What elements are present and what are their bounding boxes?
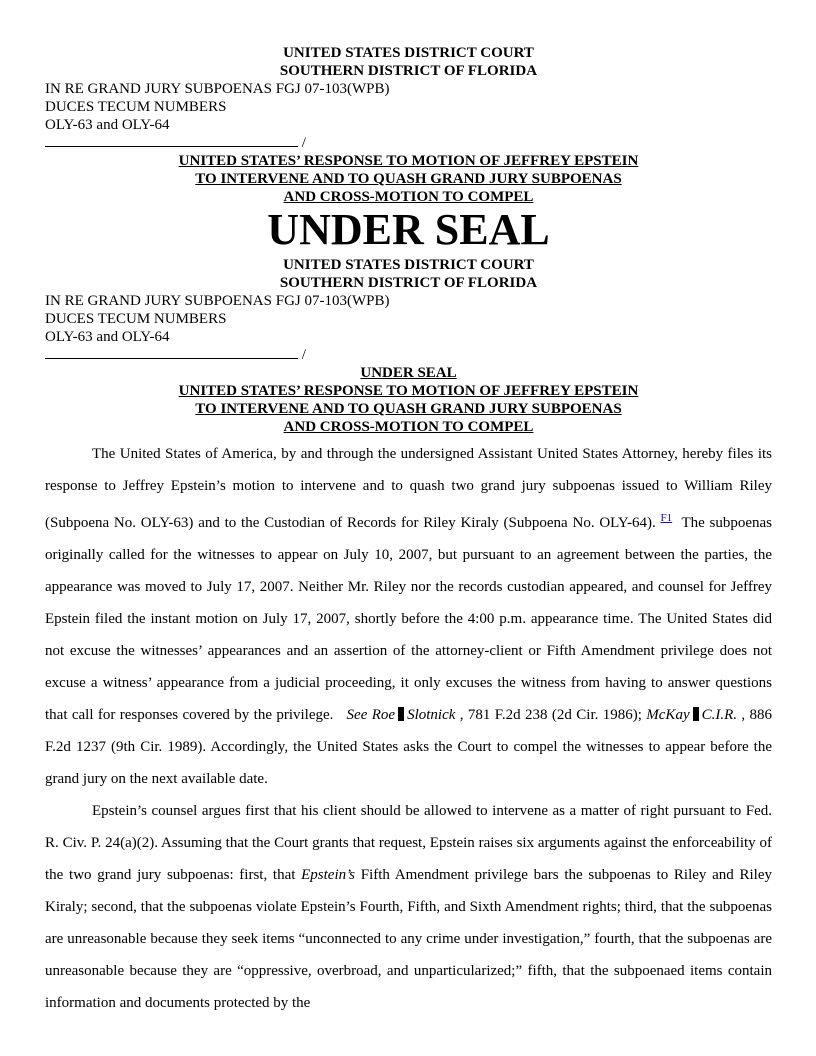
document-page [45,44,772,1019]
court-name: UNITED STATES DISTRICT COURT [283,257,534,273]
court-heading [45,44,772,80]
caption-line: IN RE GRAND JURY SUBPOENAS FGJ 07-103(WPB) [45,81,390,97]
case-caption-2 [45,292,772,364]
signal-see: See [346,707,368,723]
rule-slash: / [301,135,306,151]
under-seal-banner: UNDER SEAL [267,205,550,254]
citation-text: , 781 F.2d 238 (2d Cir. 1986); [459,707,642,723]
redaction-mark [693,707,699,721]
rule-line [45,348,298,359]
caption-rule [45,134,772,152]
body-paragraph-2 [45,795,772,1019]
paragraph-text: The United States of America, by and through the undersigned Assistant United States Attorney, hereby files its response to Jeffrey Epstein’s motion to intervene and to quash two grand jury subpoenas issued to William Riley (Subpoena No. OLY-63) and to the Custodian of Records for Riley Kiraly (Subpoena No. OLY-64). [45,446,772,531]
case-caption [45,80,772,152]
caption-line: OLY-63 and OLY-64 [45,117,170,133]
under-seal-label: UNDER SEAL [360,365,457,381]
caption-line: DUCES TECUM NUMBERS [45,99,227,115]
court-name: UNITED STATES DISTRICT COURT [283,45,534,61]
caption-line: DUCES TECUM NUMBERS [45,311,227,327]
citation-text: , 886 F.2d 1237 (9th Cir. 1989). Accordingly, the United States asks the Court to compel the witnesses to appear before the grand jury on the next available date. [45,707,773,787]
redaction-mark [398,707,404,721]
title-line: AND CROSS-MOTION TO COMPEL [283,189,534,205]
title-line: TO INTERVENE AND TO QUASH GRAND JURY SUBPOENAS [195,171,622,187]
footnote-link[interactable]: F1 [660,512,673,524]
document-title-2 [45,364,772,436]
caption-line: IN RE GRAND JURY SUBPOENAS FGJ 07-103(WPB) [45,293,390,309]
paragraph-text: The subpoenas originally called for the witnesses to appear on July 10, 2007, but pursuant to an agreement between the parties, the appearance was moved to July 17, 2007. Neither Mr. Riley nor the records custodian appeared, and counsel for Jeffrey Epstein filed the instant motion on July 17, 2007, shortly before the 4:00 p.m. appearance time. The United States did not excuse the witnesses’ appearances and an assertion of the attorney-client or Fifth Amendment privilege does not excuse a witness’ appearance from a judicial proceeding, it only excuses the witness from having to answer questions that call for responses covered by the privilege. [45,515,773,723]
body-paragraph-1 [45,438,772,795]
caption-rule [45,346,772,364]
caption-line: OLY-63 and OLY-64 [45,329,170,345]
case-party: C.I.R. [701,707,738,723]
title-line: UNITED STATES’ RESPONSE TO MOTION OF JEFFREY EPSTEIN [178,383,639,399]
court-heading-2 [45,256,772,292]
paragraph-text: Epstein’s counsel argues first that his client should be allowed to intervene as a matter of right pursuant to Fed. R. Civ. P. 24(a)(2). Assuming that the Court grants that request, Epstein raises six arguments against the enforceability of the two grand jury subpoenas: first, that [45,803,772,883]
case-party: McKay [646,707,690,723]
rule-slash: / [301,347,306,363]
document-title [45,152,772,206]
title-line: UNITED STATES’ RESPONSE TO MOTION OF JEFFREY EPSTEIN [178,153,639,169]
case-party: Slotnick [407,707,456,723]
title-line: AND CROSS-MOTION TO COMPEL [283,419,534,435]
rule-line [45,136,298,147]
paragraph-text: Fifth Amendment privilege bars the subpoenas to Riley and Riley Kiraly; second, that the subpoenas violate Epstein’s Fourth, Fifth, and Sixth Amendment rights; third, that the subpoenas are unreasonable because they seek items “unconnected to any crime under investigation,” fourth, that the subpoenas are unreasonable because they are “oppressive, overbroad, and unparticularized;” fifth, that the subpoenaed items contain information and documents protected by the [45,867,772,1011]
court-district: SOUTHERN DISTRICT OF FLORIDA [279,275,538,291]
title-line: TO INTERVENE AND TO QUASH GRAND JURY SUBPOENAS [195,401,622,417]
court-district: SOUTHERN DISTRICT OF FLORIDA [279,63,538,79]
case-party: Roe [371,707,396,723]
emphasis-text: Epstein’s [301,867,356,883]
